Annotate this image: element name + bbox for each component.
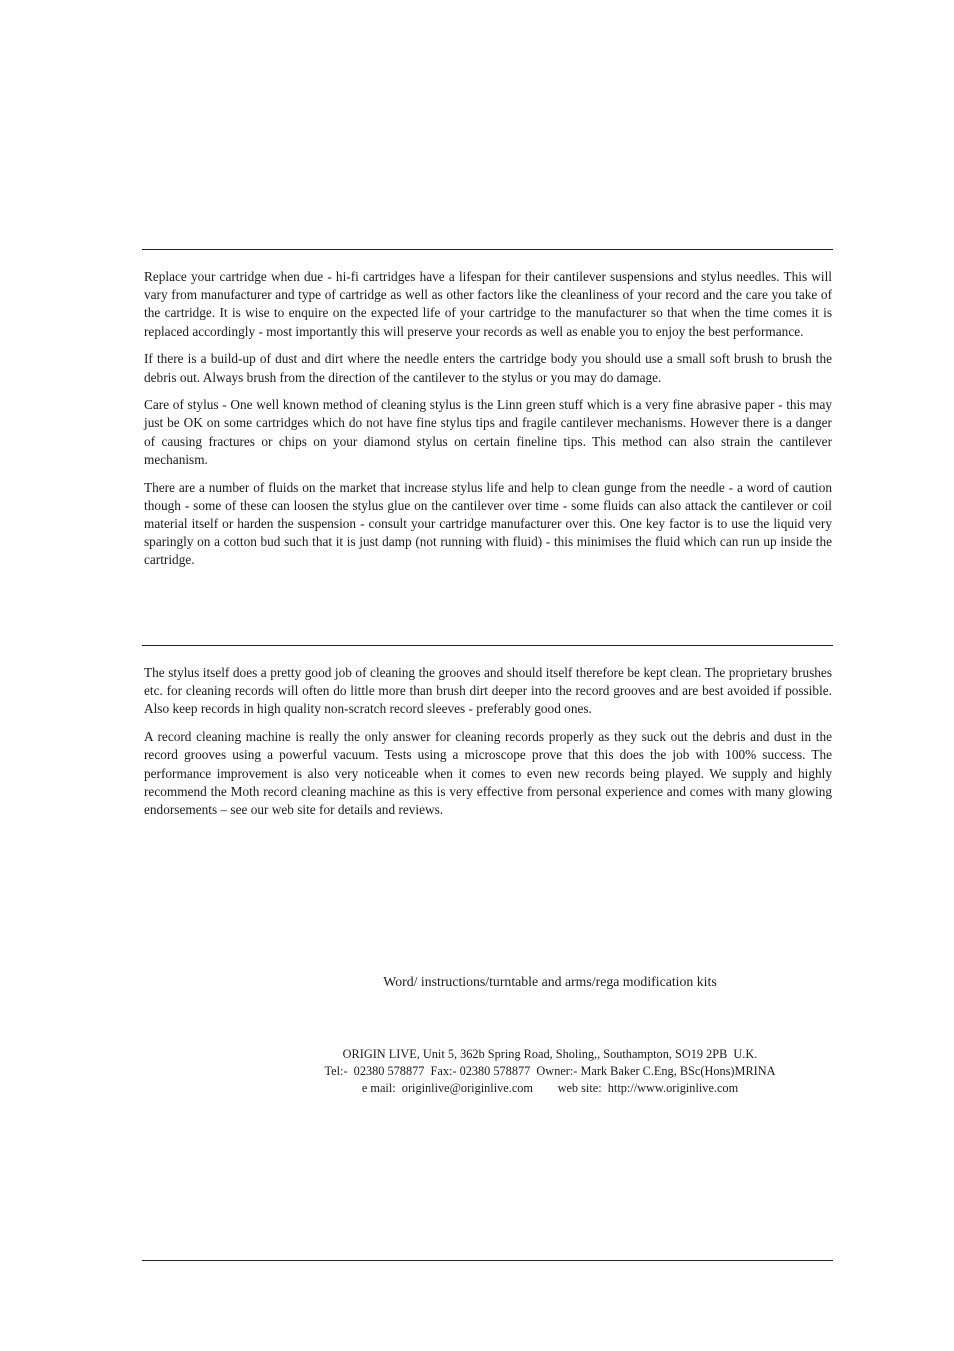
footer-email-web: e mail: originlive@originlive.com web site: http://www.originlive.com	[361, 1080, 739, 1095]
bottom-divider	[142, 1260, 833, 1261]
paragraph: If there is a build-up of dust and dirt where the needle enters the cartridge body you should use a small soft brush to brush the debris out. Always brush from the direction of the cantilever to the stylus or you may do damage.	[144, 351, 832, 385]
paragraph: The stylus itself does a pretty good job of cleaning the grooves and should itself therefore be kept clean. The proprietary brushes etc. for cleaning records will often do little more than brush dirt deeper into the record grooves and are best avoided if possible. Also keep records in high quality non-scratch record sleeves - preferably good ones.	[144, 665, 832, 717]
footer-address: ORIGIN LIVE, Unit 5, 362b Spring Road, Sholing,, Southampton, SO19 2PB U.K.	[342, 1047, 758, 1061]
footer-contact: Tel:- 02380 578877 Fax:- 02380 578877 Owner:- Mark Baker C.Eng, BSc(Hons)MRINA	[324, 1063, 776, 1078]
middle-divider	[142, 645, 833, 646]
top-divider	[142, 249, 833, 250]
links-line: Word/ instructions/turntable and arms/rega modification kits	[383, 974, 717, 989]
record-care-section	[144, 664, 832, 829]
company-footer	[142, 1046, 954, 1096]
paragraph: A record cleaning machine is really the only answer for cleaning records properly as they suck out the debris and dust in the record grooves using a powerful vacuum. Tests using a microscope prove that this does the job with 100% success. The performance improvement is also very noticeable when it comes to even new records being played. We supply and highly recommend the Moth record cleaning machine as this is very effective from personal experience and comes with many glowing endorsements – see our web site for details and reviews.	[144, 729, 832, 817]
paragraph: Care of stylus - One well known method of cleaning stylus is the Linn green stuff which is a very fine abrasive paper - this may just be OK on some cartridges which do not have fine stylus tips and fragile cantilever mechanisms. However there is a danger of causing fractures or chips on your diamond stylus on certain fineline tips. This method can also strain the cantilever mechanism.	[144, 397, 832, 467]
paragraph: There are a number of fluids on the market that increase stylus life and help to clean gunge from the needle - a word of caution though - some of these can loosen the stylus glue on the cantilever over time - some fluids can also attack the cantilever or coil material itself or harden the suspension - consult your cartridge manufacturer over this. One key factor is to use the liquid very sparingly on a cotton bud such that it is just damp (not running with fluid) - this minimises the fluid which can run up inside the cartridge.	[144, 479, 832, 568]
cartridge-care-section	[144, 268, 832, 579]
paragraph: Replace your cartridge when due - hi-fi cartridges have a lifespan for their cantilever suspensions and stylus needles. This will vary from manufacturer and type of cartridge as well as other factors like the cleanliness of your record and the care you take of the cartridge. It is wise to enquire on the expected life of your cartridge to the manufacturer so that when the time comes it is replaced accordingly - most importantly this will preserve your records as well as enable you to enjoy the best performance.	[144, 269, 832, 339]
